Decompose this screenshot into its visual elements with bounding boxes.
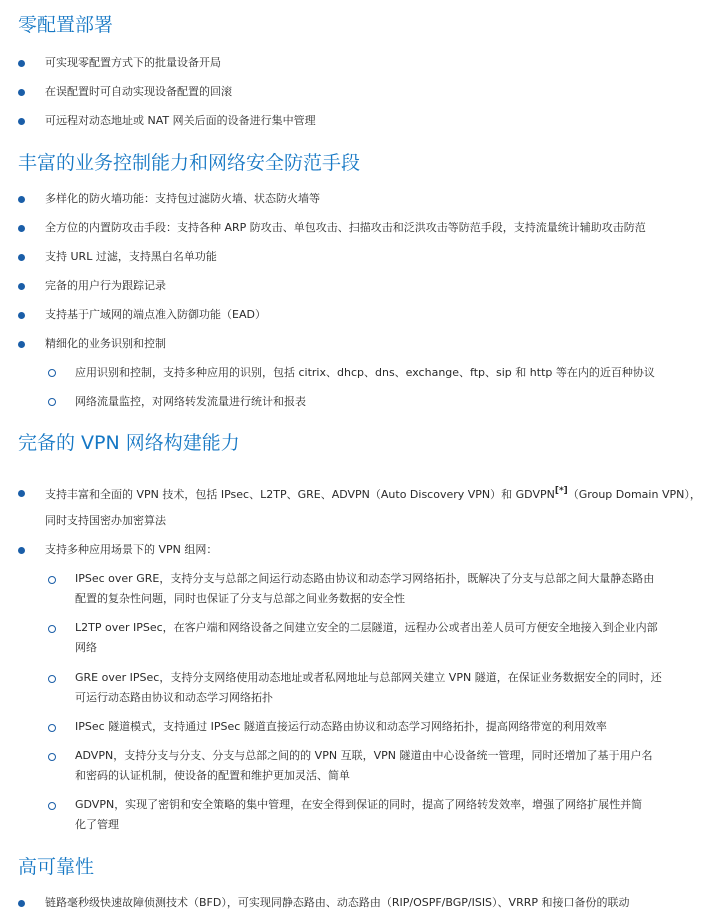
bullet-icon [18, 254, 25, 261]
sub-list-item-continuation: 化了管理 [75, 818, 119, 831]
sub-list-item-continuation: 网络 [75, 641, 97, 654]
sub-bullet-icon [48, 802, 56, 810]
sub-bullet-icon [48, 576, 56, 584]
sub-list-item: GRE over IPSec，支持分支网络使用动态地址或者私网地址与总部网关建立 VPN 隧道，在保证业务数据安全的同时，还 [75, 671, 662, 684]
sub-list-item: ADVPN，支持分支与分支、分支与总部之间的的 VPN 互联，VPN 隧道由中心设备统一管理，同时还增加了基于用户名 [75, 749, 653, 762]
sub-bullet-icon [48, 753, 56, 761]
sub-list-item: L2TP over IPSec，在客户端和网络设备之间建立安全的二层隧道，远程办公或者出差人员可方便安全地接入到企业内部 [75, 621, 658, 634]
bullet-icon [18, 547, 25, 554]
sub-list-item-continuation: 和密码的认证机制，使设备的配置和维护更加灵活、简单 [75, 769, 350, 782]
sub-list-item-continuation: 配置的复杂性问题，同时也保证了分支与总部之间业务数据的安全性 [75, 592, 405, 605]
list-item: 在误配置时可自动实现设备配置的回滚 [45, 85, 232, 98]
sub-list-item: IPSec 隧道模式，支持通过 IPSec 隧道直接运行动态路由协议和动态学习网络拓扑，提高网络带宽的利用效率 [75, 720, 607, 733]
bullet-icon [18, 89, 25, 96]
section-heading-vpn: 完备的 VPN 网络构建能力 [18, 432, 240, 454]
bullet-icon [18, 312, 25, 319]
sub-bullet-icon [48, 675, 56, 683]
section-heading-security: 丰富的业务控制能力和网络安全防范手段 [18, 152, 361, 174]
list-item-continuation: 同时支持国密办加密算法 [45, 514, 166, 527]
sub-list-item: 网络流量监控，对网络转发流量进行统计和报表 [75, 395, 306, 408]
list-item: 完备的用户行为跟踪记录 [45, 279, 166, 292]
section-heading-reliability: 高可靠性 [18, 856, 95, 878]
bullet-icon [18, 196, 25, 203]
sub-list-item: IPSec over GRE，支持分支与总部之间运行动态路由协议和动态学习网络拓扑，既解决了分支与总部之间大量静态路由 [75, 572, 655, 585]
list-item: 多样化的防火墙功能：支持包过滤防火墙、状态防火墙等 [45, 192, 320, 205]
bullet-icon [18, 900, 25, 907]
bullet-icon [18, 225, 25, 232]
list-item: 支持 URL 过滤，支持黑白名单功能 [45, 250, 217, 263]
section-heading-zero-config: 零配置部署 [18, 14, 114, 36]
bullet-icon [18, 118, 25, 125]
list-item: 可远程对动态地址或 NAT 网关后面的设备进行集中管理 [45, 114, 316, 127]
list-item: 全方位的内置防攻击手段：支持各种 ARP 防攻击、单包攻击、扫描攻击和泛洪攻击等防范手段，支持流量统计辅助攻击防范 [45, 221, 646, 234]
sub-bullet-icon [48, 369, 56, 377]
list-item: 精细化的业务识别和控制 [45, 337, 166, 350]
sub-list-item: 应用识别和控制，支持多种应用的识别，包括 citrix、dhcp、dns、exchange、ftp、sip 和 http 等在内的近百种协议 [75, 366, 655, 379]
list-item: 链路毫秒级快速故障侦测技术（BFD），可实现同静态路由、动态路由（RIP/OSPF/BGP/ISIS）、VRRP 和接口备份的联动 [45, 896, 630, 909]
bullet-icon [18, 283, 25, 290]
list-item: 支持基于广域网的端点准入防御功能（EAD） [45, 308, 266, 321]
list-item: 可实现零配置方式下的批量设备开局 [45, 56, 221, 69]
list-item: 支持多种应用场景下的 VPN 组网： [45, 543, 218, 556]
bullet-icon [18, 60, 25, 67]
list-item: 支持丰富和全面的 VPN 技术，包括 IPsec、L2TP、GRE、ADVPN（Auto Discovery VPN）和 GDVPN[*]（Group Domain VPN）， [45, 486, 701, 501]
sub-bullet-icon [48, 625, 56, 633]
sub-list-item: GDVPN，实现了密钥和安全策略的集中管理，在安全得到保证的同时，提高了网络转发效率，增强了网络扩展性并简 [75, 798, 643, 811]
bullet-icon [18, 341, 25, 348]
sub-list-item-continuation: 可运行动态路由协议和动态学习网络拓扑 [75, 691, 273, 704]
sub-bullet-icon [48, 398, 56, 406]
sub-bullet-icon [48, 724, 56, 732]
footnote-marker: [*] [554, 486, 568, 496]
bullet-icon [18, 490, 25, 497]
